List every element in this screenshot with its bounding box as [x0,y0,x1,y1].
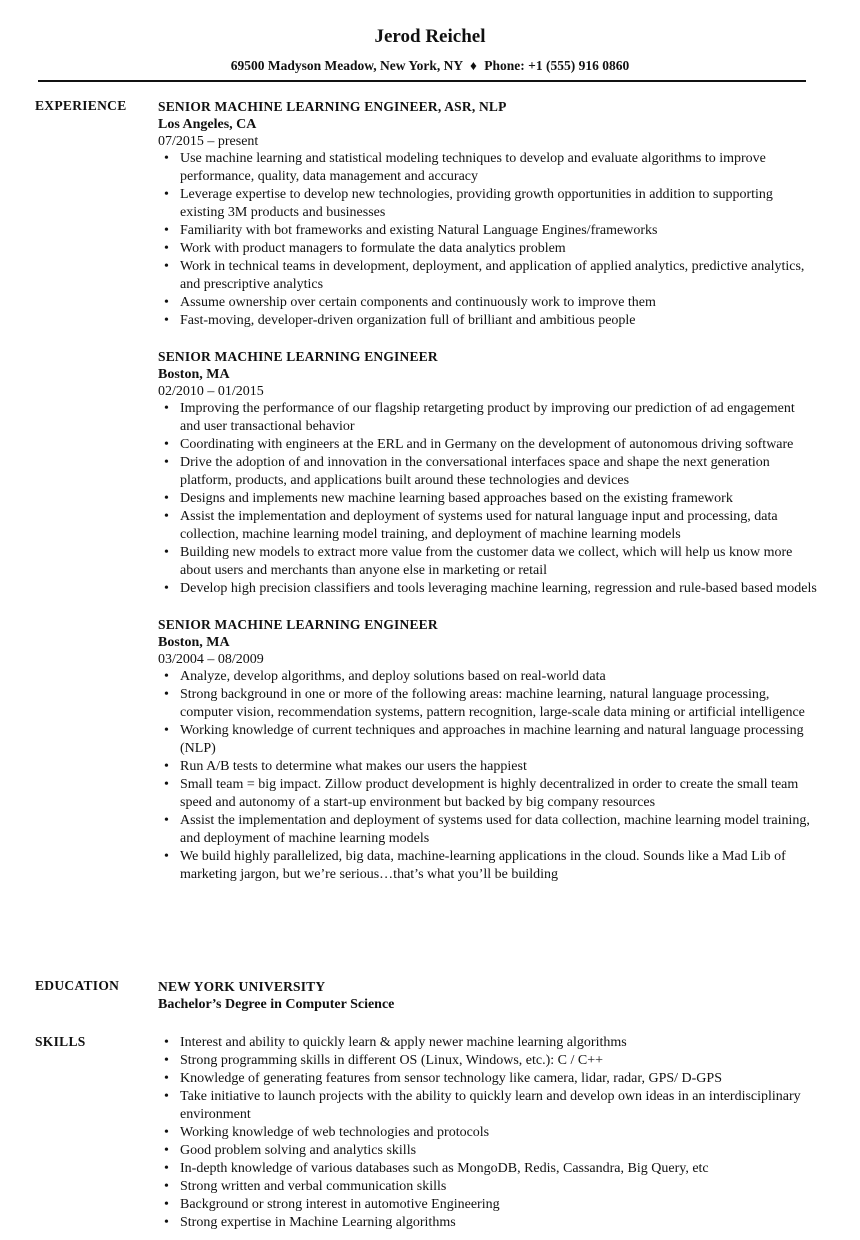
section-label-experience: EXPERIENCE [35,98,127,113]
bullet-item: • Improving the performance of our flagship retargeting product by improving our prediction of ad engagement and user transactional behavior [158,400,818,436]
job-title: SENIOR MACHINE LEARNING ENGINEER [158,349,438,364]
degree: Bachelor’s Degree in Computer Science [158,997,395,1012]
job-dates: 03/2004 – 08/2009 [158,652,264,667]
skill-item: • Knowledge of generating features from sensor technology like camera, lidar, radar, GPS/ D-GPS [158,1070,818,1088]
phone: Phone: +1 (555) 916 0860 [484,58,630,73]
bullet-item: • Assume ownership over certain components and continuously work to improve them [158,294,818,312]
bullet-item: • Familiarity with bot frameworks and existing Natural Language Engines/frameworks [158,222,818,240]
job-dates: 07/2015 – present [158,134,259,149]
bullet-item: • Drive the adoption of and innovation in the conversational interfaces space and shape the next generation platform, products, and applications built around these technologies and devices [158,454,818,490]
experience-list [158,98,818,902]
bullet-item: • Building new models to extract more value from the customer data we collect, which will help us know more about users and merchants than anyone else in marketing or retail [158,544,818,580]
bullet-item: • Fast-moving, developer-driven organization full of brilliant and ambitious people [158,312,818,330]
skill-item: • Strong expertise in Machine Learning algorithms [158,1214,818,1232]
separator-diamond-icon: ♦ [470,58,477,73]
job-bullets [158,668,818,884]
skills-list-wrap [158,1034,818,1232]
education-entry [158,978,818,1014]
bullet-item: • Assist the implementation and deployment of systems used for natural language input and processing, data collection, machine learning model training, and deployment of machine learning models [158,508,818,544]
job-dates: 02/2010 – 01/2015 [158,384,264,399]
job-bullets [158,400,818,598]
bullet-item: • Leverage expertise to develop new technologies, providing growth opportunities in addition to supporting existing 3M products and businesses [158,186,818,222]
bullet-item: • Develop high precision classifiers and tools leveraging machine learning, regression and rule-based based models [158,580,818,598]
job-title: SENIOR MACHINE LEARNING ENGINEER [158,617,438,632]
section-label-skills: SKILLS [35,1034,86,1049]
skill-item: • Background or strong interest in automotive Engineering [158,1196,818,1214]
resume-header [0,0,860,82]
bullet-item: • Assist the implementation and deployment of systems used for data collection, machine learning model training, and deployment of machine learning models [158,812,818,848]
bullet-item: • Coordinating with engineers at the ERL and in Germany on the development of autonomous driving software [158,436,818,454]
job-bullets [158,150,818,330]
bullet-item: • We build highly parallelized, big data, machine-learning applications in the cloud. Sounds like a Mad Lib of marketing jargon, but we’re serious…that’s what you’ll be building [158,848,818,884]
candidate-name: Jerod Reichel [374,26,486,47]
skills-list [158,1034,818,1232]
bullet-item: • Designs and implements new machine learning based approaches based on the existing framework [158,490,818,508]
bullet-item: • Strong background in one or more of the following areas: machine learning, natural language processing, computer vision, recommendation systems, pattern recognition, large-scale data mining or artificial intelligence [158,686,818,722]
skill-item: • Interest and ability to quickly learn & apply newer machine learning algorithms [158,1034,818,1052]
header-divider [38,80,806,82]
skill-item: • Working knowledge of web technologies and protocols [158,1124,818,1142]
bullet-item: • Small team = big impact. Zillow product development is highly decentralized in order to create the small team speed and autonomy of a start-up environment but backed by big company resources [158,776,818,812]
skill-item: • Good problem solving and analytics skills [158,1142,818,1160]
bullet-item: • Work with product managers to formulate the data analytics problem [158,240,818,258]
job-entry [158,348,818,598]
contact-line [0,58,860,74]
school-name: NEW YORK UNIVERSITY [158,979,326,994]
job-entry [158,616,818,884]
job-location: Boston, MA [158,635,230,650]
job-title: SENIOR MACHINE LEARNING ENGINEER, ASR, NLP [158,99,507,114]
skill-item: • Strong programming skills in different OS (Linux, Windows, etc.): C / C++ [158,1052,818,1070]
skill-item: • Take initiative to launch projects with the ability to quickly learn and develop own ideas in an interdisciplinary environment [158,1088,818,1124]
bullet-item: • Run A/B tests to determine what makes our users the happiest [158,758,818,776]
skill-item: • In-depth knowledge of various databases such as MongoDB, Redis, Cassandra, Big Query, etc [158,1160,818,1178]
address: 69500 Madyson Meadow, New York, NY [230,58,463,73]
job-location: Boston, MA [158,367,230,382]
skill-item: • Strong written and verbal communication skills [158,1178,818,1196]
bullet-item: • Use machine learning and statistical modeling techniques to develop and evaluate algorithms to improve performance, quality, data management and accuracy [158,150,818,186]
section-label-education: EDUCATION [35,978,120,993]
bullet-item: • Work in technical teams in development, deployment, and application of applied analytics, predictive analytics, and prescriptive analytics [158,258,818,294]
job-entry [158,98,818,330]
bullet-item: • Analyze, develop algorithms, and deploy solutions based on real-world data [158,668,818,686]
bullet-item: • Working knowledge of current techniques and approaches in machine learning and natural language processing (NLP) [158,722,818,758]
job-location: Los Angeles, CA [158,117,257,132]
